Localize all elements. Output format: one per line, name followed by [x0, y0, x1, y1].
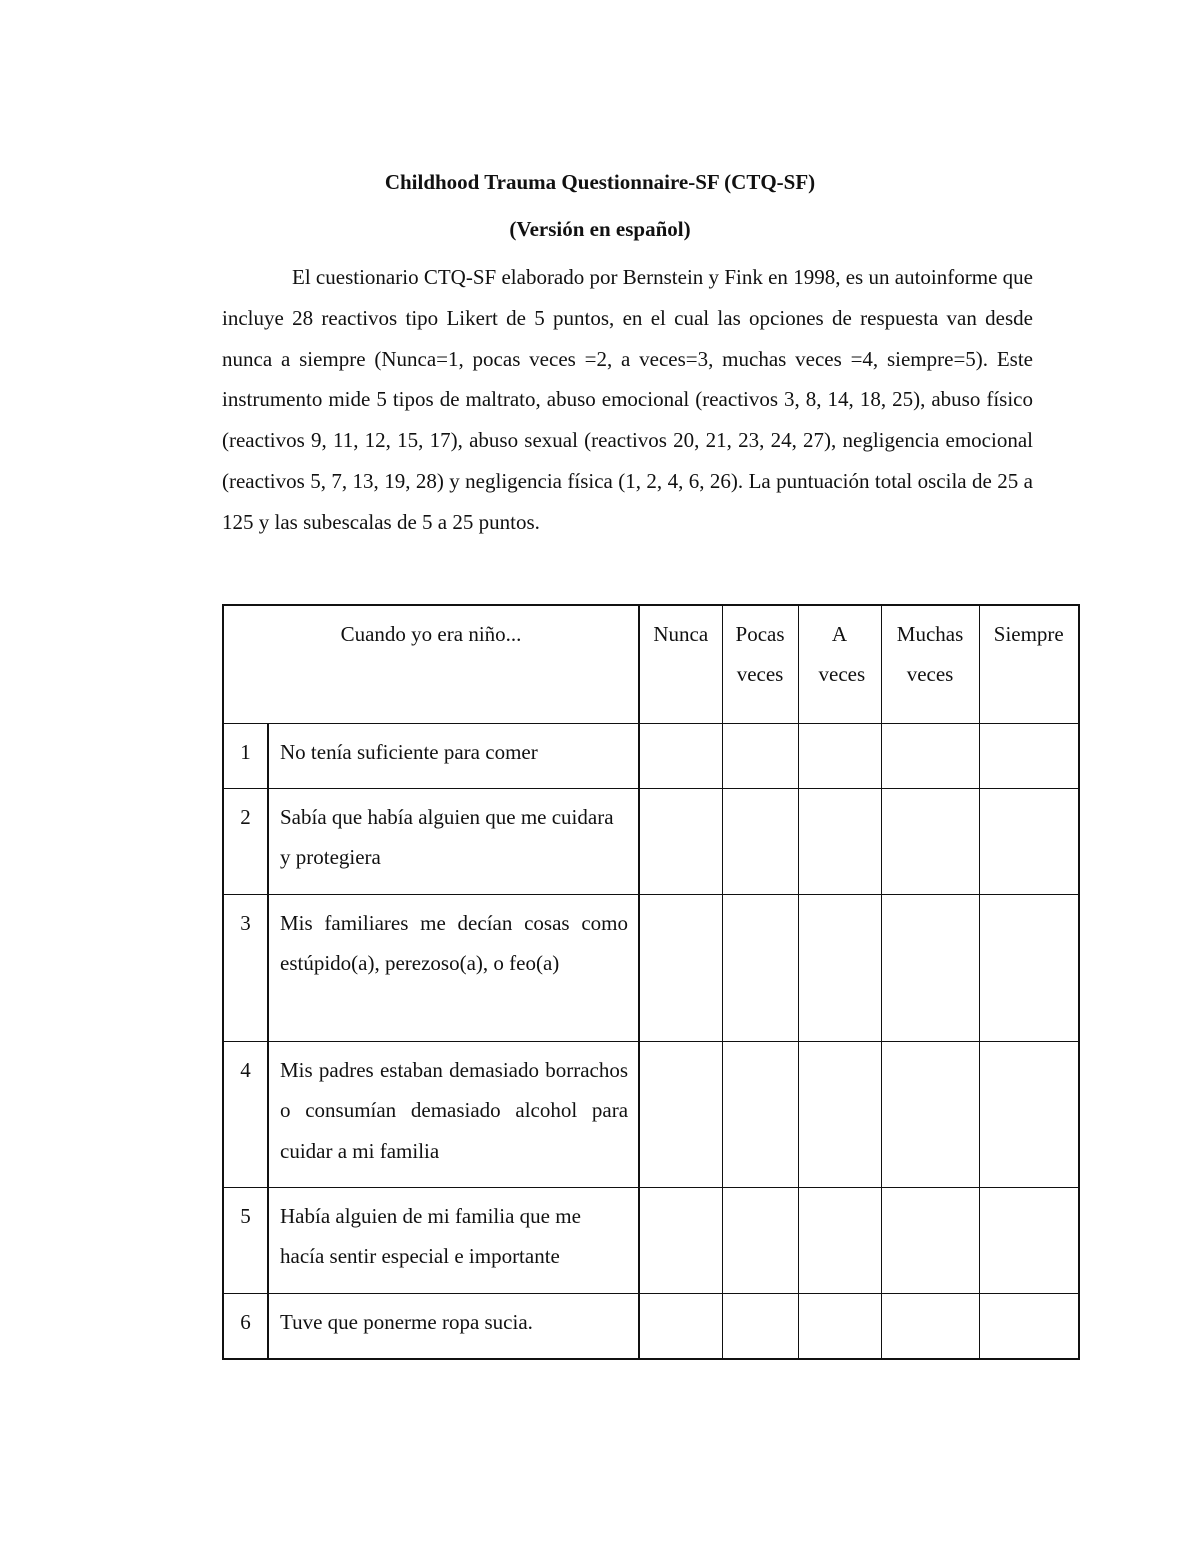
table-row — [223, 1041, 1079, 1187]
answer-cell-muchas-veces[interactable] — [881, 894, 979, 1041]
answer-cell-pocas-veces[interactable] — [722, 894, 798, 1041]
answer-cell-muchas-veces[interactable] — [881, 1187, 979, 1293]
table-row — [223, 1293, 1079, 1359]
answer-cell-pocas-veces[interactable] — [722, 788, 798, 894]
table-row — [223, 723, 1079, 788]
item-text: Tuve que ponerme ropa sucia. — [268, 1293, 639, 1359]
answer-cell-siempre[interactable] — [979, 723, 1079, 788]
answer-cell-nunca[interactable] — [639, 1293, 722, 1359]
answer-cell-a-veces[interactable] — [798, 1041, 881, 1187]
answer-cell-siempre[interactable] — [979, 1187, 1079, 1293]
answer-cell-pocas-veces[interactable] — [722, 1293, 798, 1359]
answer-cell-nunca[interactable] — [639, 894, 722, 1041]
item-number: 1 — [223, 723, 268, 788]
questionnaire-table — [222, 604, 1080, 1360]
answer-cell-siempre[interactable] — [979, 1293, 1079, 1359]
item-number: 6 — [223, 1293, 268, 1359]
answer-cell-muchas-veces[interactable] — [881, 1041, 979, 1187]
item-text: Mis padres estaban demasiado borrachos o consumían demasiado alcohol para cuidar a mi familia — [268, 1041, 639, 1187]
item-number: 4 — [223, 1041, 268, 1187]
answer-cell-siempre[interactable] — [979, 1041, 1079, 1187]
column-header-a-veces: A veces — [798, 605, 881, 723]
item-number: 5 — [223, 1187, 268, 1293]
answer-cell-a-veces[interactable] — [798, 1293, 881, 1359]
answer-cell-a-veces[interactable] — [798, 723, 881, 788]
column-header-siempre: Siempre — [979, 605, 1079, 723]
answer-cell-pocas-veces[interactable] — [722, 1187, 798, 1293]
column-header-muchas-veces: Muchas veces — [881, 605, 979, 723]
item-text: Había alguien de mi familia que me hacía sentir especial e importante — [268, 1187, 639, 1293]
answer-cell-nunca[interactable] — [639, 723, 722, 788]
answer-cell-a-veces[interactable] — [798, 788, 881, 894]
item-text: No tenía suficiente para comer — [268, 723, 639, 788]
header-row — [223, 605, 1079, 723]
item-number: 2 — [223, 788, 268, 894]
answer-cell-pocas-veces[interactable] — [722, 1041, 798, 1187]
item-text: Sabía que había alguien que me cuidara y protegiera — [268, 788, 639, 894]
answer-cell-nunca[interactable] — [639, 788, 722, 894]
item-number: 3 — [223, 894, 268, 1041]
document-subtitle: (Versión en español) — [509, 217, 691, 241]
answer-cell-pocas-veces[interactable] — [722, 723, 798, 788]
stem-header: Cuando yo era niño... — [223, 605, 639, 723]
answer-cell-a-veces[interactable] — [798, 1187, 881, 1293]
table-row — [223, 788, 1079, 894]
column-header-pocas-veces: Pocas veces — [722, 605, 798, 723]
answer-cell-siempre[interactable] — [979, 788, 1079, 894]
answer-cell-a-veces[interactable] — [798, 894, 881, 1041]
document-title: Childhood Trauma Questionnaire-SF (CTQ-SF) — [384, 170, 816, 194]
answer-cell-nunca[interactable] — [639, 1187, 722, 1293]
table-row — [223, 1187, 1079, 1293]
item-text: Mis familiares me decían cosas como estúpido(a), perezoso(a), o feo(a) — [268, 894, 639, 1041]
answer-cell-nunca[interactable] — [639, 1041, 722, 1187]
table-row — [223, 894, 1079, 1041]
answer-cell-muchas-veces[interactable] — [881, 788, 979, 894]
column-header-nunca: Nunca — [639, 605, 722, 723]
answer-cell-muchas-veces[interactable] — [881, 1293, 979, 1359]
answer-cell-siempre[interactable] — [979, 894, 1079, 1041]
answer-cell-muchas-veces[interactable] — [881, 723, 979, 788]
intro-paragraph: El cuestionario CTQ-SF elaborado por Bernstein y Fink en 1998, es un autoinforme que incluye 28 reactivos tipo Likert de 5 puntos, en el cual las opciones de respuesta van desde nunca a siempre (Nunca=1, pocas veces =2, a veces=3, muchas veces =4, siempre=5). Este instrumento mide 5 tipos de maltrato, abuso emocional (reactivos 3, 8, 14, 18, 25), abuso físico (reactivos 9, 11, 12, 15, 17), abuso sexual (reactivos 20, 21, 23, 24, 27), negligencia emocional (reactivos 5, 7, 13, 19, 28) y negligencia física (1, 2, 4, 6, 26). La puntuación total oscila de 25 a 125 y las subescalas de 5 a 25 puntos. — [222, 265, 1033, 534]
